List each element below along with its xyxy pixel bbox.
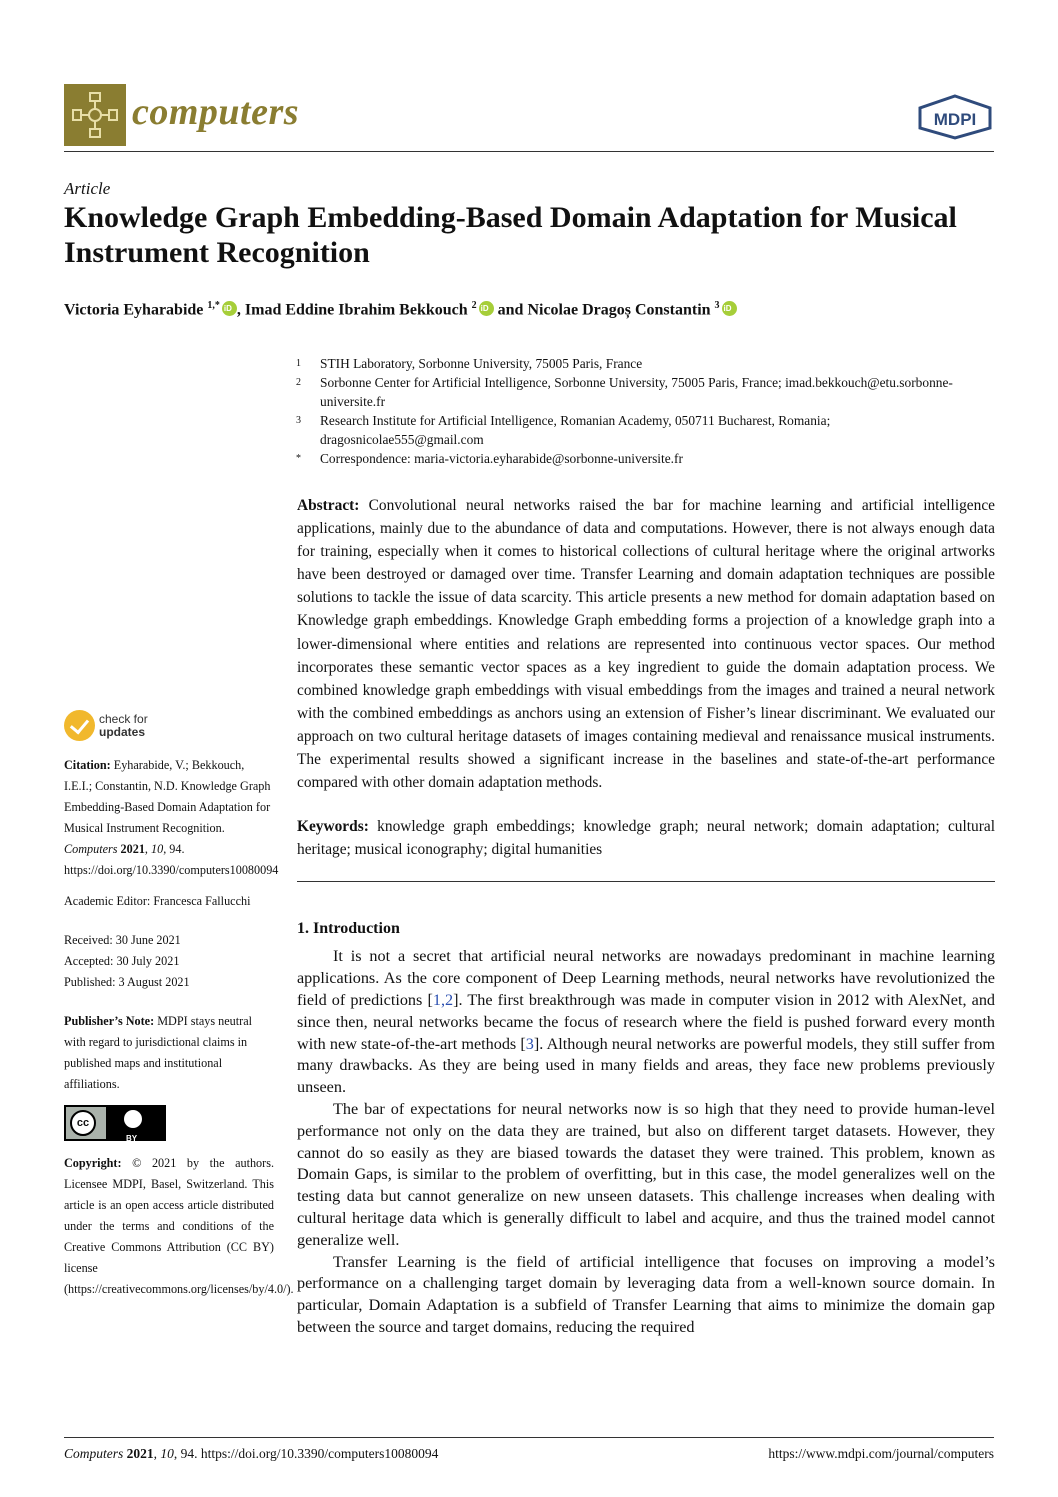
- author-affiliation-mark: 1,*: [207, 300, 220, 311]
- body-paragraph: It is not a secret that artificial neural networks are nowadays predominant in machine learning applications. As the core component of Deep Learning methods, neural networks have revolutionized the field of predictions [1,2]. The first breakthrough was made in computer vision in 2012 with AlexNet, and since then, neural networks became the focus of research where the field is pushed forward every month with new state-of-the-art methods [3]. Although neural networks are powerful models, they still suffer from many drawbacks. As they are being used in many fields and areas, they face new problems previously unseen.: [297, 947, 996, 1097]
- author-name: Imad Eddine Ibrahim Bekkouch: [244, 301, 468, 319]
- author-name: Victoria Eyharabide: [64, 301, 204, 319]
- body-paragraph: The bar of expectations for neural networks now is so high that they need to provide human-level performance not only on the data they are trained, but also on different target datasets. However, they cannot do so easily as they are biased towards the dataset they were trained. This problem, known as Domain Gaps, is similar to the problem of overfitting, but in this case, the model generalizes well on the testing data but cannot generalize on new unseen datasets. This challenge increases when dealing with cultural heritage data which is generally difficult to label and acquire, and thus the trained model cannot generalize well.: [297, 1099, 995, 1249]
- mdpi-logo: [918, 94, 992, 140]
- orcid-icon[interactable]: [222, 301, 237, 316]
- citation-link[interactable]: 1,2: [432, 991, 454, 1009]
- cc-icon: cc: [70, 1110, 96, 1136]
- affiliations: [296, 354, 996, 468]
- author-name: Nicolae Dragoș Constantin: [527, 301, 711, 319]
- copyright-block: Copyright: © 2021 by the authors. Licensee MDPI, Basel, Switzerland. This article is an open access article distributed under the terms and conditions of the Creative Commons Attribution (CC BY) license (https://creativecommons.org/licenses/by/4.0/).: [64, 1156, 294, 1296]
- abstract-text: Convolutional neural networks raised the bar for machine learning and artificial intelligence applications, mainly due to the abundance of data and computations. However, there is not always enough data for training, especially when it comes to historical collections of cultural heritage where the original artworks have been destroyed or damaged over time. Transfer Learning and domain adaptation techniques are possible solutions to tackle the issue of data scarcity. This article presents a new method for domain adaptation based on Knowledge graph embeddings. Knowledge Graph embedding forms a projection of a knowledge graph into a lower-dimensional where entities and relations are represented into continuous vector spaces. Our method incorporates these semantic vector spaces as a key ingredient to guide the domain adaptation process. We combined knowledge graph embeddings with visual embeddings from the images and trained a neural network with the combined embeddings as anchors using an extension of Fisher’s linear discriminant. We evaluated our approach on two cultural heritage datasets of images containing medieval and renaissance musical instruments. The experimental results showed a significant increase in the baselines and state-of-the-art performance compared with other domain adaptation methods.: [297, 497, 995, 792]
- published-date: Published: 3 August 2021: [64, 975, 190, 989]
- author-affiliation-mark: 2: [471, 300, 477, 311]
- header-rule: [64, 151, 994, 152]
- article-title: Knowledge Graph Embedding-Based Domain Adaptation for Musical Instrument Recognition: [64, 201, 957, 269]
- orcid-icon[interactable]: [479, 301, 494, 316]
- affiliation-item: * Correspondence: maria-victoria.eyharabide@sorbonne-universite.fr: [296, 451, 683, 466]
- journal-url[interactable]: https://www.mdpi.com/journal/computers: [768, 1446, 994, 1461]
- affiliation-item: 2 Sorbonne Center for Artificial Intelligence, Sorbonne University, 75005 Paris, France; imad.bekkouch@etu.sorbonne-universite.fr: [296, 375, 953, 409]
- abstract: [297, 494, 995, 794]
- author-affiliation-mark: 3: [714, 300, 720, 311]
- cc-by-license-badge[interactable]: cc BY: [64, 1105, 166, 1141]
- check-for-updates-button[interactable]: check for updates: [64, 710, 274, 741]
- citation-block: Citation: Eyharabide, V.; Bekkouch, I.E.I.; Constantin, N.D. Knowledge Graph Embedding-Based Domain Adaptation for Musical Instrument Recognition. Computers 2021, 10, 94. https://doi.org/10.3390/computers10080094: [64, 758, 279, 877]
- journal-logo: [64, 84, 126, 146]
- keywords: [297, 815, 995, 861]
- sidebar: [64, 710, 294, 1310]
- journal-name: computers: [132, 91, 300, 133]
- publishers-note: Publisher’s Note: MDPI stays neutral with regard to jurisdictional claims in published maps and institutional affiliations.: [64, 1014, 252, 1091]
- article-type: Article: [64, 179, 111, 198]
- check-updates-icon: [64, 710, 95, 741]
- author-list: Victoria Eyharabide $^{1,*}$iD , Imad Eddine Ibrahim Bekkouch $^2$iD and Nicolae Dragoș Constantin $^3$iD: [64, 300, 737, 319]
- section-rule: [297, 881, 995, 882]
- citation-link[interactable]: 3: [525, 1034, 534, 1053]
- affiliation-item: 3 Research Institute for Artificial Intelligence, Romanian Academy, 050711 Bucharest, Romania; dragosnicolae555@gmail.com: [296, 413, 831, 447]
- main-column: [297, 494, 995, 1339]
- affiliation-item: 1 STIH Laboratory, Sorbonne University, 75005 Paris, France: [296, 356, 643, 371]
- section-heading: 1. Introduction: [297, 920, 400, 938]
- accepted-date: Accepted: 30 July 2021: [64, 954, 180, 968]
- attribution-icon: [124, 1110, 142, 1128]
- footer-rule: [64, 1437, 994, 1438]
- orcid-icon[interactable]: [722, 301, 737, 316]
- academic-editor: Academic Editor: Francesca Fallucchi: [64, 894, 251, 908]
- abstract-label: Abstract:: [297, 497, 360, 514]
- keywords-text: knowledge graph embeddings; knowledge graph; neural network; domain adaptation; cultural heritage; musical iconography; digital humanities: [297, 818, 995, 859]
- publisher-name: MDPI: [933, 110, 977, 129]
- keywords-label: Keywords:: [297, 818, 369, 836]
- footer-citation: Computers 2021, 10, 94. https://doi.org/10.3390/computers10080094: [64, 1446, 439, 1461]
- received-date: Received: 30 June 2021: [64, 933, 181, 947]
- body-paragraph: Transfer Learning is the field of artificial intelligence that focuses on improving a model’s performance on a challenging target domain by leveraging data from a well-known source domain. In particular, Domain Adaptation is a subfield of Transfer Learning that aims to minimize the domain gap between the source and target domains, reducing the required: [297, 1252, 995, 1336]
